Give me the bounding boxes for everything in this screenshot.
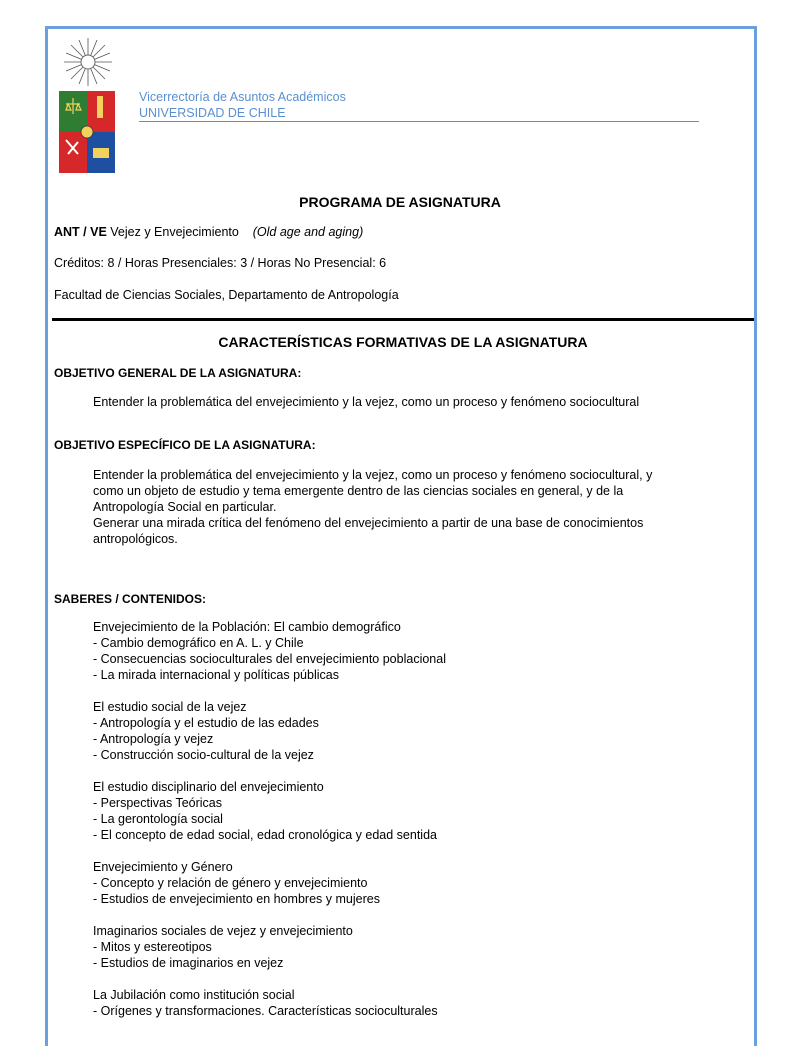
unit-title: Envejecimiento de la Población: El cambio demográfico — [93, 620, 401, 634]
unit-title: El estudio disciplinario del envejecimiento — [93, 780, 324, 794]
unit-item: - Antropología y vejez — [93, 732, 214, 746]
specific-objective-line: antropológicos. — [93, 532, 178, 546]
unit-title: Imaginarios sociales de vejez y envejecimiento — [93, 924, 353, 938]
general-objective-text: Entender la problemática del envejecimiento y la vejez, como un proceso y fenómeno sociocultural — [93, 395, 640, 409]
credits-line: Créditos: 8 / Horas Presenciales: 3 / Horas No Presencial: 6 — [54, 256, 387, 270]
page-title: PROGRAMA DE ASIGNATURA — [299, 194, 501, 210]
specific-objective-line: Antropología Social en particular. — [93, 500, 277, 514]
unit-item: - La mirada internacional y políticas públicas — [93, 668, 339, 682]
unit-item: - Construcción socio-cultural de la vejez — [93, 748, 314, 762]
university-crest-logo — [58, 36, 118, 176]
section-divider — [52, 318, 754, 321]
vicerrectoria-label: Vicerrectoría de Asuntos Académicos — [139, 90, 346, 104]
unit-title: El estudio social de la vejez — [93, 700, 247, 714]
contents-heading: SABERES / CONTENIDOS: — [54, 592, 207, 606]
unit-item: - Cambio demográfico en A. L. y Chile — [93, 636, 304, 650]
specific-objective-heading: OBJETIVO ESPECÍFICO DE LA ASIGNATURA: — [54, 438, 316, 452]
unit-item: - Concepto y relación de género y envejecimiento — [93, 876, 368, 890]
university-label: UNIVERSIDAD DE CHILE — [139, 106, 286, 120]
contents-list — [93, 619, 446, 1019]
unit-item: - Consecuencias socioculturales del envejecimiento poblacional — [93, 652, 446, 666]
course-code: ANT / VE — [54, 225, 107, 239]
unit-item: - La gerontología social — [93, 812, 223, 826]
header-divider — [139, 121, 699, 122]
course-english-name: (Old age and aging) — [252, 225, 364, 239]
general-objective-heading: OBJETIVO GENERAL DE LA ASIGNATURA: — [54, 366, 302, 380]
unit-item: - Antropología y el estudio de las edades — [93, 716, 319, 730]
unit-title: La Jubilación como institución social — [93, 988, 295, 1002]
unit-item: - Mitos y estereotipos — [93, 940, 212, 954]
course-line — [54, 225, 363, 239]
unit-item: - El concepto de edad social, edad cronológica y edad sentida — [93, 828, 437, 842]
specific-objective-line: como un objeto de estudio y tema emergente dentro de las ciencias sociales en general, y de la — [93, 484, 624, 498]
unit-title: Envejecimiento y Género — [93, 860, 233, 874]
unit-item: - Orígenes y transformaciones. Características socioculturales — [93, 1004, 438, 1018]
unit-item: - Estudios de envejecimiento en hombres y mujeres — [93, 892, 380, 906]
specific-objective-line: Entender la problemática del envejecimiento y la vejez, como un proceso y fenómeno sociocultural, y — [93, 468, 653, 482]
specific-objective-text — [93, 467, 652, 547]
faculty-line: Facultad de Ciencias Sociales, Departamento de Antropología — [54, 288, 399, 302]
unit-item: - Estudios de imaginarios en vejez — [93, 956, 284, 970]
institution-header — [139, 89, 699, 121]
course-name: Vejez y Envejecimiento — [110, 225, 239, 239]
specific-objective-line: Generar una mirada crítica del fenómeno del envejecimiento a partir de una base de conocimientos — [93, 516, 644, 530]
characteristics-title: CARACTERÍSTICAS FORMATIVAS DE LA ASIGNATURA — [218, 334, 588, 350]
unit-item: - Perspectivas Teóricas — [93, 796, 222, 810]
